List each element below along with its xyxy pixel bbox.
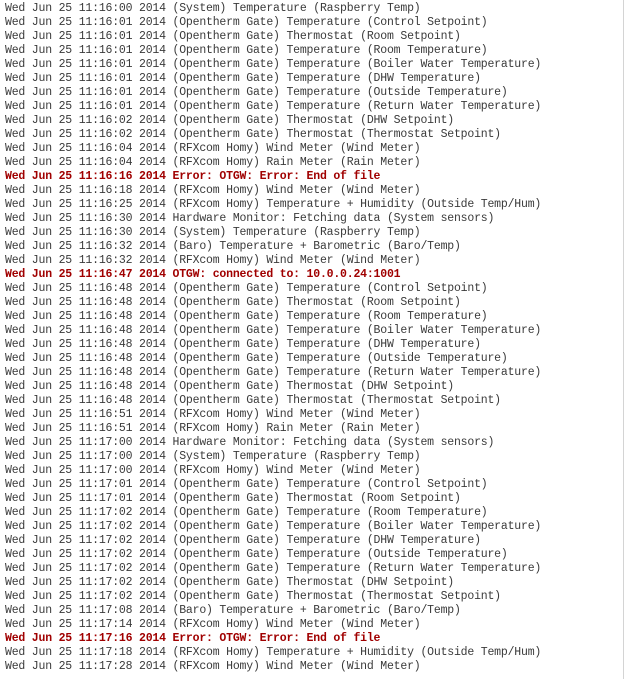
log-line: Wed Jun 25 11:17:02 2014 (Opentherm Gate) Temperature (Return Water Temperature) xyxy=(5,562,542,575)
log-line: Wed Jun 25 11:17:14 2014 (RFXcom Homy) Wind Meter (Wind Meter) xyxy=(5,618,421,631)
log-line: Wed Jun 25 11:16:01 2014 (Opentherm Gate) Thermostat (Room Setpoint) xyxy=(5,30,461,43)
log-line: Wed Jun 25 11:17:02 2014 (Opentherm Gate) Thermostat (Thermostat Setpoint) xyxy=(5,590,501,603)
log-line: Wed Jun 25 11:16:01 2014 (Opentherm Gate) Temperature (Boiler Water Temperature) xyxy=(5,58,542,71)
log-line: Wed Jun 25 11:16:48 2014 (Opentherm Gate) Temperature (Room Temperature) xyxy=(5,310,488,323)
log-line: Wed Jun 25 11:16:01 2014 (Opentherm Gate) Temperature (Control Setpoint) xyxy=(5,16,488,29)
log-line: Wed Jun 25 11:16:48 2014 (Opentherm Gate) Temperature (Boiler Water Temperature) xyxy=(5,324,542,337)
log-line: Wed Jun 25 11:16:48 2014 (Opentherm Gate) Thermostat (Room Setpoint) xyxy=(5,296,461,309)
log-line: Wed Jun 25 11:16:01 2014 (Opentherm Gate) Temperature (Return Water Temperature) xyxy=(5,100,542,113)
log-line: Wed Jun 25 11:16:04 2014 (RFXcom Homy) Rain Meter (Rain Meter) xyxy=(5,156,421,169)
log-line: Wed Jun 25 11:16:48 2014 (Opentherm Gate) Temperature (Outside Temperature) xyxy=(5,352,508,365)
log-line: Wed Jun 25 11:16:32 2014 (Baro) Temperature + Barometric (Baro/Temp) xyxy=(5,240,461,253)
log-line: Wed Jun 25 11:17:00 2014 Hardware Monitor: Fetching data (System sensors) xyxy=(5,436,495,449)
log-line: Wed Jun 25 11:17:18 2014 (RFXcom Homy) Temperature + Humidity (Outside Temp/Hum) xyxy=(5,646,542,659)
log-line: Wed Jun 25 11:16:51 2014 (RFXcom Homy) Rain Meter (Rain Meter) xyxy=(5,422,421,435)
log-line: Wed Jun 25 11:17:01 2014 (Opentherm Gate) Temperature (Control Setpoint) xyxy=(5,478,488,491)
log-line: Wed Jun 25 11:16:01 2014 (Opentherm Gate) Temperature (Outside Temperature) xyxy=(5,86,508,99)
log-line: Wed Jun 25 11:16:02 2014 (Opentherm Gate) Thermostat (Thermostat Setpoint) xyxy=(5,128,501,141)
log-line: Wed Jun 25 11:16:00 2014 (System) Temperature (Raspberry Temp) xyxy=(5,2,421,15)
log-line: Wed Jun 25 11:17:02 2014 (Opentherm Gate) Temperature (DHW Temperature) xyxy=(5,534,481,547)
log-line: Wed Jun 25 11:16:01 2014 (Opentherm Gate) Temperature (Room Temperature) xyxy=(5,44,488,57)
log-line: Wed Jun 25 11:16:48 2014 (Opentherm Gate) Temperature (DHW Temperature) xyxy=(5,338,481,351)
log-line-error: Wed Jun 25 11:16:16 2014 Error: OTGW: Error: End of file xyxy=(5,170,381,183)
log-line-error: Wed Jun 25 11:17:16 2014 Error: OTGW: Error: End of file xyxy=(5,632,381,645)
log-line: Wed Jun 25 11:16:30 2014 (System) Temperature (Raspberry Temp) xyxy=(5,226,421,239)
log-line: Wed Jun 25 11:17:02 2014 (Opentherm Gate) Thermostat (DHW Setpoint) xyxy=(5,576,454,589)
log-line: Wed Jun 25 11:17:00 2014 (RFXcom Homy) Wind Meter (Wind Meter) xyxy=(5,464,421,477)
log-line: Wed Jun 25 11:17:28 2014 (RFXcom Homy) Wind Meter (Wind Meter) xyxy=(5,660,421,673)
log-line-error: Wed Jun 25 11:16:47 2014 OTGW: connected to: 10.0.0.24:1001 xyxy=(5,268,401,281)
log-line: Wed Jun 25 11:16:25 2014 (RFXcom Homy) Temperature + Humidity (Outside Temp/Hum) xyxy=(5,198,542,211)
log-line: Wed Jun 25 11:16:04 2014 (RFXcom Homy) Wind Meter (Wind Meter) xyxy=(5,142,421,155)
log-line: Wed Jun 25 11:17:02 2014 (Opentherm Gate) Temperature (Room Temperature) xyxy=(5,506,488,519)
log-line: Wed Jun 25 11:16:48 2014 (Opentherm Gate) Thermostat (DHW Setpoint) xyxy=(5,380,454,393)
log-line: Wed Jun 25 11:16:51 2014 (RFXcom Homy) Wind Meter (Wind Meter) xyxy=(5,408,421,421)
log-line: Wed Jun 25 11:16:48 2014 (Opentherm Gate) Temperature (Control Setpoint) xyxy=(5,282,488,295)
log-line: Wed Jun 25 11:16:48 2014 (Opentherm Gate) Thermostat (Thermostat Setpoint) xyxy=(5,394,501,407)
log-line: Wed Jun 25 11:17:00 2014 (System) Temperature (Raspberry Temp) xyxy=(5,450,421,463)
log-line: Wed Jun 25 11:17:08 2014 (Baro) Temperature + Barometric (Baro/Temp) xyxy=(5,604,461,617)
log-line: Wed Jun 25 11:16:01 2014 (Opentherm Gate) Temperature (DHW Temperature) xyxy=(5,72,481,85)
log-line: Wed Jun 25 11:16:18 2014 (RFXcom Homy) Wind Meter (Wind Meter) xyxy=(5,184,421,197)
log-line: Wed Jun 25 11:16:32 2014 (RFXcom Homy) Wind Meter (Wind Meter) xyxy=(5,254,421,267)
log-line: Wed Jun 25 11:16:30 2014 Hardware Monitor: Fetching data (System sensors) xyxy=(5,212,495,225)
log-line: Wed Jun 25 11:16:02 2014 (Opentherm Gate) Thermostat (DHW Setpoint) xyxy=(5,114,454,127)
log-line: Wed Jun 25 11:16:48 2014 (Opentherm Gate) Temperature (Return Water Temperature) xyxy=(5,366,542,379)
log-line: Wed Jun 25 11:17:01 2014 (Opentherm Gate) Thermostat (Room Setpoint) xyxy=(5,492,461,505)
log-line: Wed Jun 25 11:17:02 2014 (Opentherm Gate) Temperature (Outside Temperature) xyxy=(5,548,508,561)
log-line: Wed Jun 25 11:17:02 2014 (Opentherm Gate) Temperature (Boiler Water Temperature) xyxy=(5,520,542,533)
